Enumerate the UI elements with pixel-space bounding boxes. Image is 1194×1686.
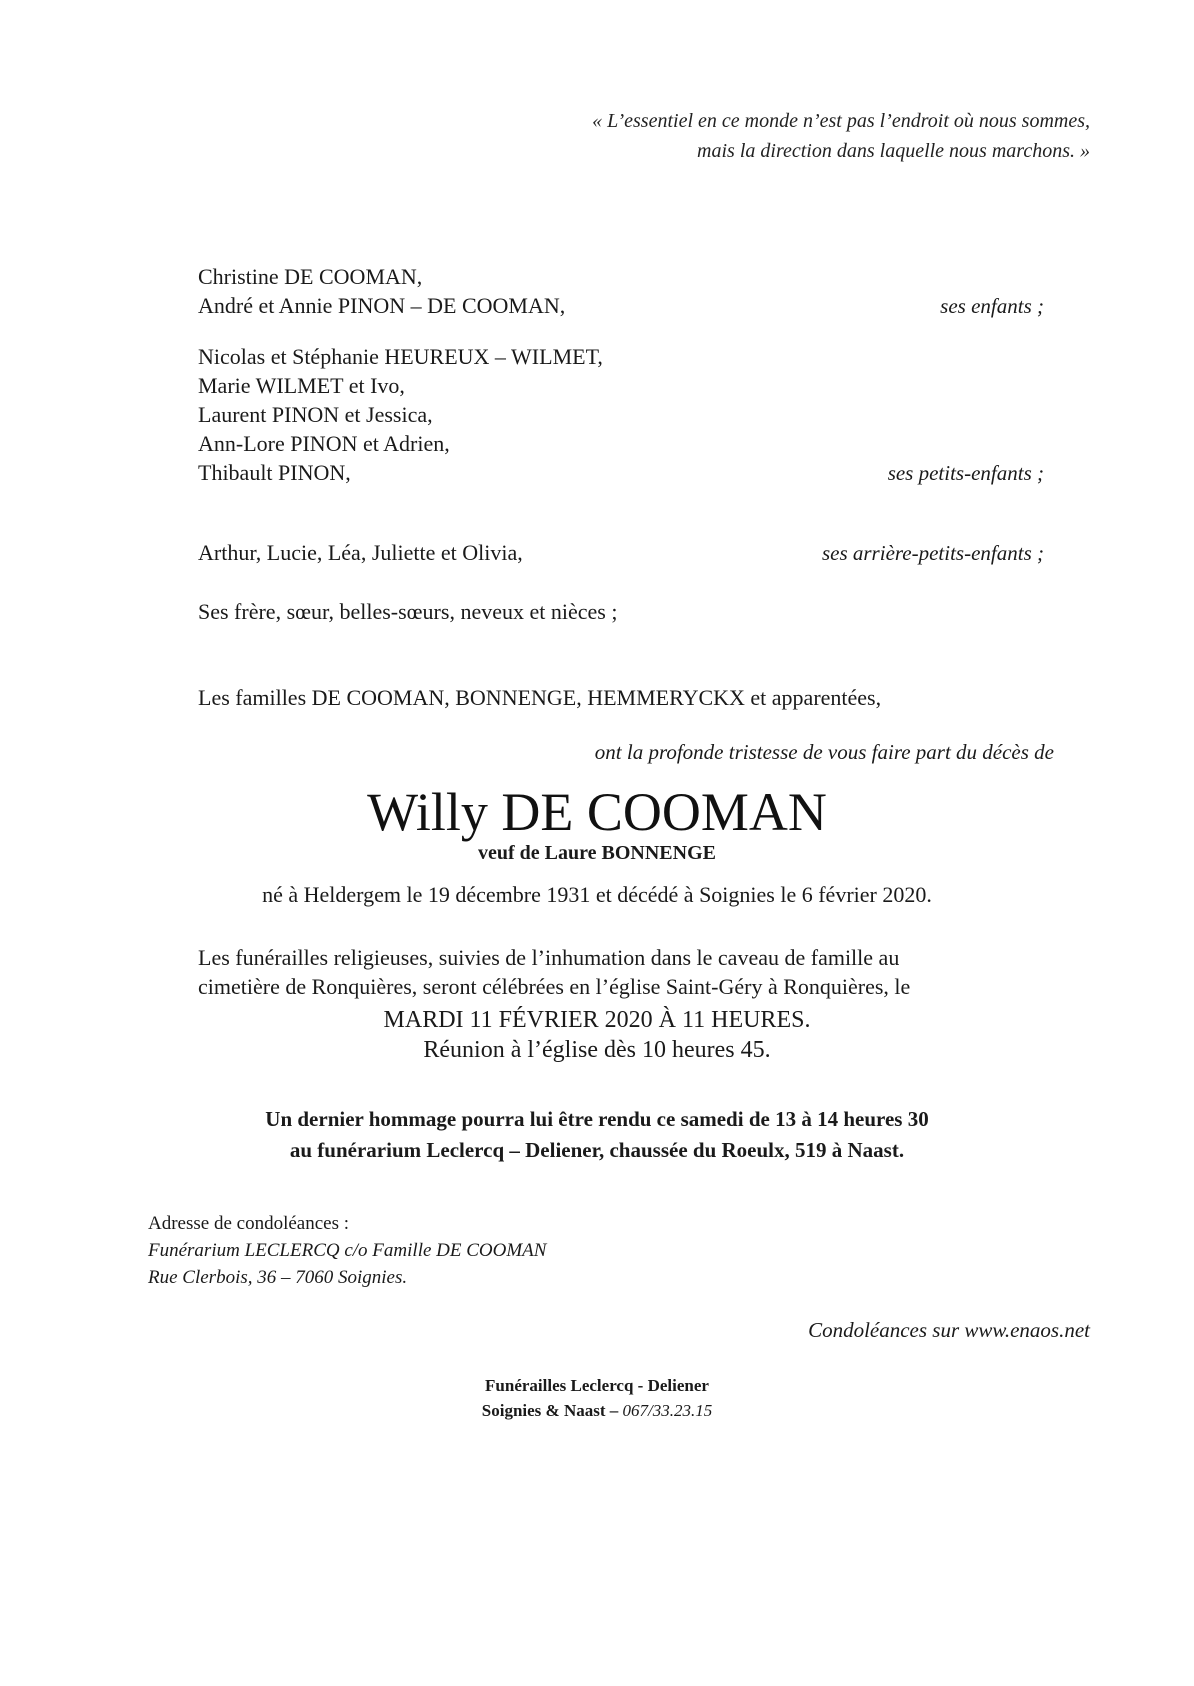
funeral-line-2: cimetière de Ronquières, seront célébrées en l’église Saint-Géry à Ronquières, le xyxy=(198,974,911,999)
families-line xyxy=(198,683,1050,712)
relation-grandchildren: ses petits-enfants ; xyxy=(887,461,1044,485)
children-block xyxy=(198,262,1050,321)
great-grandchildren-block xyxy=(198,538,1050,568)
deceased-name: Willy DE COOMAN xyxy=(367,782,827,842)
funeral-datetime-block xyxy=(0,1005,1194,1065)
siblings-text: Ses frère, sœur, belles-sœurs, neveux et nièces ; xyxy=(198,599,618,624)
funeral-datetime: MARDI 11 FÉVRIER 2020 À 11 HEURES. xyxy=(383,1007,811,1033)
funeral-details xyxy=(198,943,1058,1001)
spouse-line: veuf de Laure BONNENGE xyxy=(478,842,716,864)
relation-great-grandchildren: ses arrière-petits-enfants ; xyxy=(821,541,1044,565)
church-meeting-time: Réunion à l’église dès 10 heures 45. xyxy=(423,1037,771,1063)
online-condolences-link[interactable]: Condoléances sur www.enaos.net xyxy=(808,1318,1090,1342)
child-name: André et Annie PINON – DE COOMAN, xyxy=(198,293,566,318)
epigraph-quote xyxy=(592,106,1090,166)
grandchild-name: Nicolas et Stéphanie HEUREUX – WILMET, xyxy=(198,344,603,369)
siblings-line xyxy=(198,597,1050,626)
birth-death-dates: né à Heldergem le 19 décembre 1931 et décédé à Soignies le 6 février 2020. xyxy=(262,882,932,907)
funeral-home-locations: Soignies & Naast – xyxy=(481,1401,619,1420)
tribute-line-2: au funérarium Leclercq – Deliener, chaussée du Roeulx, 519 à Naast. xyxy=(289,1138,905,1162)
quote-line-2: mais la direction dans laquelle nous marchons. » xyxy=(697,140,1090,162)
great-grandchildren-names: Arthur, Lucie, Léa, Juliette et Olivia, xyxy=(198,540,523,565)
condolences-label: Adresse de condoléances : xyxy=(148,1213,350,1234)
grandchildren-block xyxy=(198,342,1050,488)
quote-line-1: « L’essentiel en ce monde n’est pas l’endroit où nous sommes, xyxy=(592,110,1090,132)
condolences-line-1: Funérarium LECLERCQ c/o Famille DE COOMAN xyxy=(148,1240,547,1261)
families-text: Les familles DE COOMAN, BONNENGE, HEMMERYCKX et apparentées, xyxy=(198,685,882,710)
grandchild-name: Marie WILMET et Ivo, xyxy=(198,373,405,398)
condolences-line-2: Rue Clerbois, 36 – 7060 Soignies. xyxy=(148,1267,408,1288)
funeral-line-1: Les funérailles religieuses, suivies de l’inhumation dans le caveau de famille au xyxy=(198,945,900,970)
grandchild-name: Laurent PINON et Jessica, xyxy=(198,402,433,427)
tribute-block xyxy=(0,1104,1194,1166)
tribute-line-1: Un dernier hommage pourra lui être rendu ce samedi de 13 à 14 heures 30 xyxy=(265,1107,929,1131)
announcement-text: ont la profonde tristesse de vous faire part du décès de xyxy=(594,740,1054,764)
funeral-home-phone: 067/33.23.15 xyxy=(622,1401,713,1420)
grandchild-name: Ann-Lore PINON et Adrien, xyxy=(198,431,450,456)
child-name: Christine DE COOMAN, xyxy=(198,264,423,289)
funeral-home-contact xyxy=(0,1398,1194,1423)
condolences-address xyxy=(148,1210,546,1291)
funeral-home-name: Funérailles Leclercq - Deliener xyxy=(485,1376,709,1395)
funeral-home-footer xyxy=(0,1373,1194,1423)
grandchild-name: Thibault PINON, xyxy=(198,460,351,485)
relation-children: ses enfants ; xyxy=(940,294,1044,318)
